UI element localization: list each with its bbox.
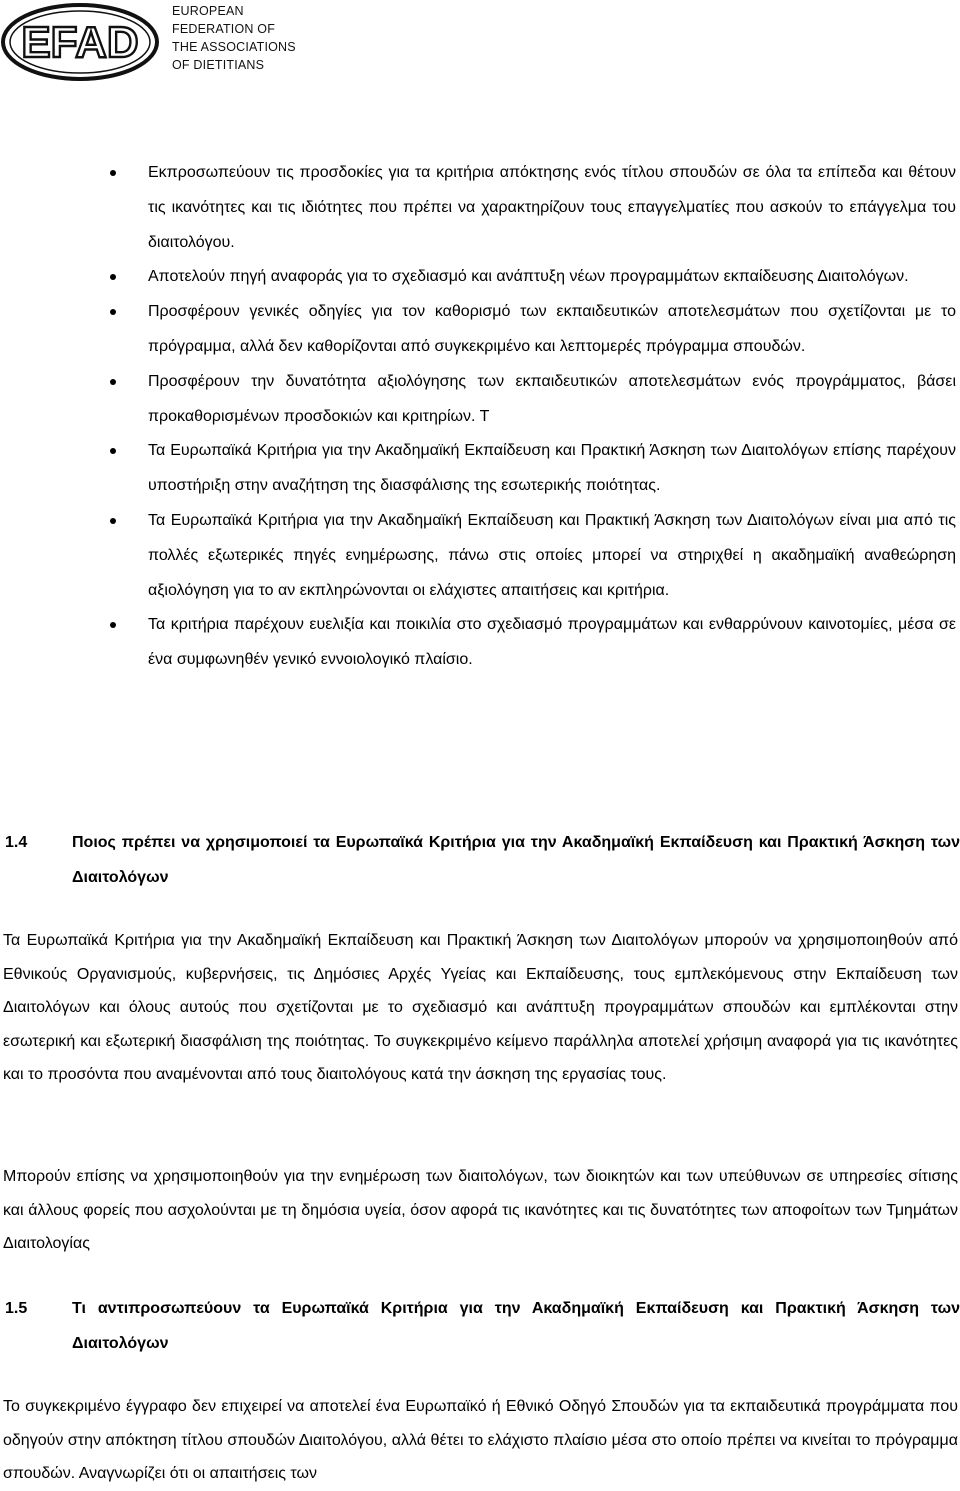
list-item [0,504,960,608]
organization-name [172,2,296,74]
bullet-icon [110,274,116,280]
list-item [0,295,960,365]
logo-wordmark: EFAD [21,18,139,67]
list-item [0,156,960,260]
org-line: EUROPEAN [172,4,244,18]
section-title: Ποιος πρέπει να χρησιμοποιεί τα Ευρωπαϊκά Κριτήρια για την Ακαδημαϊκή Εκπαίδευση και Πρακτική Άσκηση των Διαιτολόγων [72,834,960,886]
list-item-text: Προσφέρουν την δυνατότητα αξιολόγησης των εκπαιδευτικών αποτελεσμάτων ενός προγράμματος, βάσει προκαθορισμένων προσδοκιών και κριτηρίων. Τ [148,372,956,425]
bullet-icon [110,448,116,454]
list-item [0,260,960,295]
org-line: FEDERATION OF [172,22,276,36]
list-item-text: Εκπροσωπεύουν τις προσδοκίες για τα κριτήρια απόκτησης ενός τίτλου σπουδών σε όλα τα επίπεδα και θέτουν τις ικανότητες και τις ιδιότητες που πρέπει να χαρακτηρίζουν τους επαγγελματίες που ασκούν το επάγγελμα του διαιτολόγου. [148,164,956,251]
efad-logo-mark [0,0,170,84]
section-title: Τι αντιπροσωπεύουν τα Ευρωπαϊκά Κριτήρια για την Ακαδημαϊκή Εκπαίδευση και Πρακτική Άσκηση των Διαιτολόγων [72,1300,960,1352]
criteria-bullet-list [0,156,960,678]
list-item-text: Αποτελούν πηγή αναφοράς για το σχεδιασμό και ανάπτυξη νέων προγραμμάτων εκπαίδευσης Διαιτολόγων. [148,268,909,286]
list-item-text: Τα κριτήρια παρέχουν ευελιξία και ποικιλία στο σχεδιασμό προγραμμάτων και ενθαρρύνουν καινοτομίες, μέσα σε ένα συμφωνηθέν γενικό εννοιολογικό πλαίσιο. [148,616,956,669]
bullet-icon [110,170,116,176]
org-line: OF DIETITIANS [172,58,265,72]
section-number: 1.4 [5,834,28,851]
list-item-text: Τα Ευρωπαϊκά Κριτήρια για την Ακαδημαϊκή Εκπαίδευση και Πρακτική Άσκηση των Διαιτολόγων επίσης παρέχουν υποστήριξη στην αναζήτηση της διασφάλισης της εσωτερικής ποιότητας. [148,442,956,495]
section-heading-1-5 [0,1292,960,1362]
section-1-4-paragraph-1: Τα Ευρωπαϊκά Κριτήρια για την Ακαδημαϊκή Εκπαίδευση και Πρακτική Άσκηση των Διαιτολόγων μπορούν να χρησιμοποιηθούν από Εθνικούς Οργανισμούς, κυβερνήσεις, τις Δημόσιες Αρχές Υγείας και Εκπαίδευσης, τους εμπλεκόμενους στην Εκπαίδευση των Διαιτολόγων και όλους αυτούς που σχετίζονται με το σχεδιασμό και ανάπτυξη προγραμμάτων σπουδών και εμπλέκονται στην εσωτερική και εξωτερική διασφάλιση της ποιότητας. Το συγκεκριμένο κείμενο παράλληλα αποτελεί χρήσιμη αναφορά για τις ικανότητες και το προσόντα που αναμένονται από τους διαιτολόγους κατά την άσκηση της εργασίας τους. [3,932,958,1084]
section-number: 1.5 [5,1300,28,1317]
bullet-icon [110,622,116,628]
org-line: THE ASSOCIATIONS [172,40,296,54]
bullet-icon [110,518,116,524]
list-item [0,608,960,678]
efad-logo [0,0,300,84]
section-1-5-paragraph-1: Το συγκεκριμένο έγγραφο δεν επιχειρεί να αποτελεί ένα Ευρωπαϊκό ή Εθνικό Οδηγό Σπουδών για τα εκπαιδευτικά προγράμματα που οδηγούν στην απόκτηση τίτλου σπουδών Διαιτολόγου, αλλά θέτει το ελάχιστο πλαίσιο μέσα στο οποίο πρέπει να κινείται το πρόγραμμα σπουδών. Αναγνωρίζει ότι οι απαιτήσεις των [3,1398,958,1483]
bullet-icon [110,379,116,385]
list-item [0,434,960,504]
list-item-text: Τα Ευρωπαϊκά Κριτήρια για την Ακαδημαϊκή Εκπαίδευση και Πρακτική Άσκηση των Διαιτολόγων είναι μια από τις πολλές εξωτερικές πηγές ενημέρωσης, πάνω στις οποίες μπορεί να στηριχθεί η ακαδημαϊκή αναθεώρηση αξιολόγηση για το αν εκπληρώνονται οι ελάχιστες απαιτήσεις και κριτήρια. [148,511,956,599]
bullet-icon [110,309,116,315]
list-item-text: Προσφέρουν γενικές οδηγίες για τον καθορισμό των εκπαιδευτικών αποτελεσμάτων που σχετίζονται με το πρόγραμμα, αλλά δεν καθορίζονται από συγκεκριμένο και λεπτομερές πρόγραμμα σπουδών. [148,303,956,355]
section-1-4-paragraph-2: Μπορούν επίσης να χρησιμοποιηθούν για την ενημέρωση των διαιτολόγων, των διοικητών και των υπεύθυνων σε υπηρεσίες σίτισης και άλλους φορείς που ασχολούνται με τη δημόσια υγεία, όσον αφορά τις ικανότητες και τις δυνατότητες των αποφοίτων των Τμημάτων Διαιτολογίας [3,1168,958,1253]
section-heading-1-4 [0,826,960,896]
list-item [0,365,960,435]
